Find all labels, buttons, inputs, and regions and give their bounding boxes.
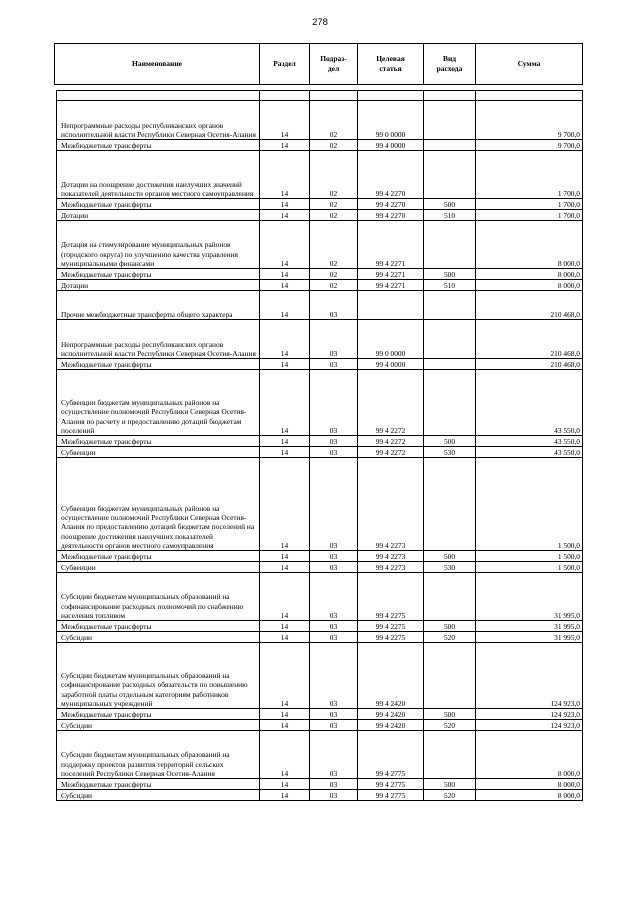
- row-name: Дотации: [57, 210, 260, 221]
- row-statya: 99 4 2420: [358, 720, 424, 731]
- row-razdel: 14: [260, 210, 310, 221]
- table-row: [57, 436, 583, 447]
- row-statya: 99 4 2775: [358, 731, 424, 779]
- row-podrazdel: 03: [310, 720, 358, 731]
- row-vid: [424, 101, 476, 140]
- row-vid: 500: [424, 199, 476, 210]
- row-name: Прочие межбюджетные трансферты общего характера: [57, 291, 260, 320]
- row-statya: 99 4 2775: [358, 790, 424, 801]
- row-statya: 99 4 2275: [358, 632, 424, 643]
- row-statya: 99 4 2270: [358, 151, 424, 199]
- row-razdel: 14: [260, 720, 310, 731]
- row-vid: 500: [424, 436, 476, 447]
- row-razdel: 14: [260, 573, 310, 621]
- row-summa: 8 000,0: [476, 790, 583, 801]
- row-razdel: 14: [260, 632, 310, 643]
- row-podrazdel: 03: [310, 447, 358, 458]
- table-row: [57, 621, 583, 632]
- row-name: Субсидии: [57, 632, 260, 643]
- row-razdel: 14: [260, 359, 310, 370]
- row-statya: 99 4 2273: [358, 551, 424, 562]
- table-row: [57, 562, 583, 573]
- row-summa: 9 700,0: [476, 140, 583, 151]
- table-row: [57, 320, 583, 359]
- row-name: Межбюджетные трансферты: [57, 140, 260, 151]
- row-name: Межбюджетные трансферты: [57, 436, 260, 447]
- row-name: Дотации на поощрение достижения наилучших значений показателей деятельности органов местного самоуправления: [57, 151, 260, 199]
- table-row: [57, 573, 583, 621]
- row-razdel: 14: [260, 709, 310, 720]
- row-statya: 99 4 2271: [358, 280, 424, 291]
- row-razdel: 14: [260, 101, 310, 140]
- table-row: [57, 790, 583, 801]
- row-statya: 99 4 2271: [358, 269, 424, 280]
- row-razdel: 14: [260, 643, 310, 709]
- page-number: 278: [312, 17, 328, 28]
- row-summa: 1 500,0: [476, 562, 583, 573]
- row-podrazdel: 03: [310, 709, 358, 720]
- row-vid: [424, 291, 476, 320]
- row-podrazdel: 02: [310, 140, 358, 151]
- row-summa: 124 923,0: [476, 720, 583, 731]
- row-razdel: 14: [260, 551, 310, 562]
- row-vid: 500: [424, 779, 476, 790]
- row-summa: 124 923,0: [476, 709, 583, 720]
- row-summa: 31 995,0: [476, 632, 583, 643]
- row-razdel: 14: [260, 447, 310, 458]
- row-name: Межбюджетные трансферты: [57, 359, 260, 370]
- row-vid: [424, 140, 476, 151]
- row-razdel: 14: [260, 320, 310, 359]
- row-summa: 210 468,0: [476, 359, 583, 370]
- row-statya: 99 0 0000: [358, 101, 424, 140]
- row-podrazdel: 02: [310, 280, 358, 291]
- row-vid: [424, 320, 476, 359]
- row-podrazdel: 02: [310, 151, 358, 199]
- row-vid: 520: [424, 632, 476, 643]
- row-statya: 99 4 2270: [358, 199, 424, 210]
- row-razdel: 14: [260, 269, 310, 280]
- row-vid: [424, 221, 476, 269]
- row-name: Субсидии: [57, 720, 260, 731]
- row-statya: 99 4 2420: [358, 643, 424, 709]
- row-statya: 99 4 2275: [358, 573, 424, 621]
- row-statya: 99 4 2273: [358, 562, 424, 573]
- row-podrazdel: 03: [310, 458, 358, 551]
- table-row: [57, 643, 583, 709]
- row-podrazdel: 03: [310, 790, 358, 801]
- row-summa: 124 923,0: [476, 643, 583, 709]
- header-name: Наименование: [55, 44, 260, 85]
- row-podrazdel: 02: [310, 199, 358, 210]
- row-name: Межбюджетные трансферты: [57, 269, 260, 280]
- row-summa: 210 468,0: [476, 291, 583, 320]
- row-statya: 99 4 2273: [358, 458, 424, 551]
- header-razdel: Раздел: [260, 44, 310, 85]
- row-razdel: 14: [260, 779, 310, 790]
- row-podrazdel: 03: [310, 320, 358, 359]
- row-statya: 99 4 0000: [358, 140, 424, 151]
- table-row: [57, 370, 583, 436]
- row-name: Субсидии бюджетам муниципальных образований на софинансирование расходных полномочий по снабжению населения топливом: [57, 573, 260, 621]
- row-vid: [424, 458, 476, 551]
- row-vid: [424, 370, 476, 436]
- row-vid: 510: [424, 280, 476, 291]
- row-razdel: 14: [260, 436, 310, 447]
- row-summa: 43 550,0: [476, 370, 583, 436]
- row-podrazdel: 03: [310, 370, 358, 436]
- row-podrazdel: 03: [310, 779, 358, 790]
- row-statya: [358, 291, 424, 320]
- row-vid: 520: [424, 720, 476, 731]
- row-razdel: 14: [260, 199, 310, 210]
- table-row: [57, 151, 583, 199]
- table-row: [57, 291, 583, 320]
- row-name: Межбюджетные трансферты: [57, 621, 260, 632]
- row-vid: 510: [424, 210, 476, 221]
- table-row: [57, 101, 583, 140]
- row-summa: 31 995,0: [476, 573, 583, 621]
- row-razdel: 14: [260, 458, 310, 551]
- row-statya: 99 0 0000: [358, 320, 424, 359]
- row-podrazdel: 03: [310, 643, 358, 709]
- table-row: [57, 731, 583, 779]
- row-podrazdel: 03: [310, 573, 358, 621]
- row-summa: 43 550,0: [476, 447, 583, 458]
- row-podrazdel: 02: [310, 269, 358, 280]
- table-row: [57, 91, 583, 101]
- row-razdel: 14: [260, 280, 310, 291]
- row-razdel: 14: [260, 562, 310, 573]
- row-vid: [424, 573, 476, 621]
- row-name: Межбюджетные трансферты: [57, 709, 260, 720]
- row-summa: 43 550,0: [476, 436, 583, 447]
- table-row: [57, 210, 583, 221]
- table-row: [57, 359, 583, 370]
- row-name: Непрограммные расходы республиканских органов исполнительной власти Республики Северная Осетия-Алания: [57, 101, 260, 140]
- row-statya: 99 4 2275: [358, 621, 424, 632]
- row-name: Межбюджетные трансферты: [57, 551, 260, 562]
- row-summa: 8 000,0: [476, 221, 583, 269]
- row-razdel: 14: [260, 731, 310, 779]
- row-vid: 500: [424, 621, 476, 632]
- row-podrazdel: 02: [310, 101, 358, 140]
- row-summa: 210 468,0: [476, 320, 583, 359]
- row-name: Субсидии бюджетам муниципальных образований на поддержку проектов развития территорий сельских поселений Республики Северная Осетия-Алания: [57, 731, 260, 779]
- row-razdel: [260, 91, 310, 101]
- row-razdel: 14: [260, 151, 310, 199]
- row-summa: 8 000,0: [476, 280, 583, 291]
- row-statya: 99 4 2775: [358, 779, 424, 790]
- budget-table: [56, 90, 583, 801]
- row-podrazdel: 03: [310, 731, 358, 779]
- row-summa: 1 700,0: [476, 151, 583, 199]
- table-header: [54, 43, 583, 85]
- row-name: Дотация на стимулирование муниципальных районов (городского округа) по улучшению качества управления муниципальными финансами: [57, 221, 260, 269]
- row-razdel: 14: [260, 790, 310, 801]
- table-row: [57, 720, 583, 731]
- row-vid: [424, 643, 476, 709]
- row-podrazdel: 02: [310, 221, 358, 269]
- row-statya: [358, 91, 424, 101]
- row-podrazdel: 03: [310, 436, 358, 447]
- table-row: [57, 458, 583, 551]
- table-row: [57, 551, 583, 562]
- row-summa: 31 995,0: [476, 621, 583, 632]
- row-vid: 500: [424, 551, 476, 562]
- row-razdel: 14: [260, 370, 310, 436]
- table-row: [57, 632, 583, 643]
- row-statya: 99 4 2271: [358, 221, 424, 269]
- row-name: Непрограммные расходы республиканских органов исполнительной власти Республики Северная Осетия-Алания: [57, 320, 260, 359]
- row-podrazdel: 03: [310, 359, 358, 370]
- table-row: [57, 269, 583, 280]
- row-summa: 8 000,0: [476, 731, 583, 779]
- row-summa: 1 700,0: [476, 199, 583, 210]
- table-row: [57, 447, 583, 458]
- row-name: Субвенции: [57, 562, 260, 573]
- table-row: [57, 221, 583, 269]
- row-vid: 500: [424, 269, 476, 280]
- row-summa: [476, 91, 583, 101]
- table-row: [57, 199, 583, 210]
- row-statya: 99 4 2272: [358, 447, 424, 458]
- row-razdel: 14: [260, 621, 310, 632]
- row-vid: [424, 91, 476, 101]
- row-name: [57, 91, 260, 101]
- row-statya: 99 4 0000: [358, 359, 424, 370]
- row-vid: [424, 151, 476, 199]
- header-vid: Вид расхода: [424, 44, 476, 85]
- row-summa: 1 500,0: [476, 458, 583, 551]
- row-podrazdel: 02: [310, 210, 358, 221]
- row-podrazdel: 03: [310, 562, 358, 573]
- row-name: Субвенции бюджетам муниципальных районов на осуществление полномочий Республики Северная Осетия-Алания по предоставлению дотаций бюджетам поселений на поощрение достижения наилучших показателей деятельности органов местного самоуправления: [57, 458, 260, 551]
- row-summa: 1 500,0: [476, 551, 583, 562]
- row-podrazdel: 03: [310, 632, 358, 643]
- row-summa: 8 000,0: [476, 779, 583, 790]
- row-name: Межбюджетные трансферты: [57, 199, 260, 210]
- row-vid: 530: [424, 562, 476, 573]
- row-vid: [424, 359, 476, 370]
- header-summa: Сумма: [476, 44, 583, 85]
- row-name: Межбюджетные трансферты: [57, 779, 260, 790]
- row-name: Субсидии: [57, 790, 260, 801]
- row-razdel: 14: [260, 140, 310, 151]
- row-vid: 500: [424, 709, 476, 720]
- row-name: Дотации: [57, 280, 260, 291]
- table-row: [57, 709, 583, 720]
- table-row: [57, 140, 583, 151]
- row-statya: 99 4 2420: [358, 709, 424, 720]
- row-razdel: 14: [260, 291, 310, 320]
- row-summa: 8 000,0: [476, 269, 583, 280]
- row-name: Субвенции: [57, 447, 260, 458]
- header-celevaya: Целевая статья: [358, 44, 424, 85]
- row-statya: 99 4 2272: [358, 436, 424, 447]
- row-summa: 9 700,0: [476, 101, 583, 140]
- row-vid: 520: [424, 790, 476, 801]
- row-podrazdel: 03: [310, 551, 358, 562]
- row-podrazdel: [310, 91, 358, 101]
- row-summa: 1 700,0: [476, 210, 583, 221]
- row-vid: 530: [424, 447, 476, 458]
- header-podrazdel: Подраз- дел: [310, 44, 358, 85]
- row-razdel: 14: [260, 221, 310, 269]
- row-podrazdel: 03: [310, 291, 358, 320]
- row-name: Субсидии бюджетам муниципальных образований на софинансирование расходных обязательств по повышению заработной платы отдельным категориям работников муниципальных учреждений: [57, 643, 260, 709]
- table-row: [57, 779, 583, 790]
- row-podrazdel: 03: [310, 621, 358, 632]
- row-statya: 99 4 2272: [358, 370, 424, 436]
- row-statya: 99 4 2270: [358, 210, 424, 221]
- table-row: [57, 280, 583, 291]
- row-name: Субвенции бюджетам муниципальных районов на осуществление полномочий Республики Северная Осетия-Алания по расчету и предоставлению дотаций бюджетам поселений: [57, 370, 260, 436]
- row-vid: [424, 731, 476, 779]
